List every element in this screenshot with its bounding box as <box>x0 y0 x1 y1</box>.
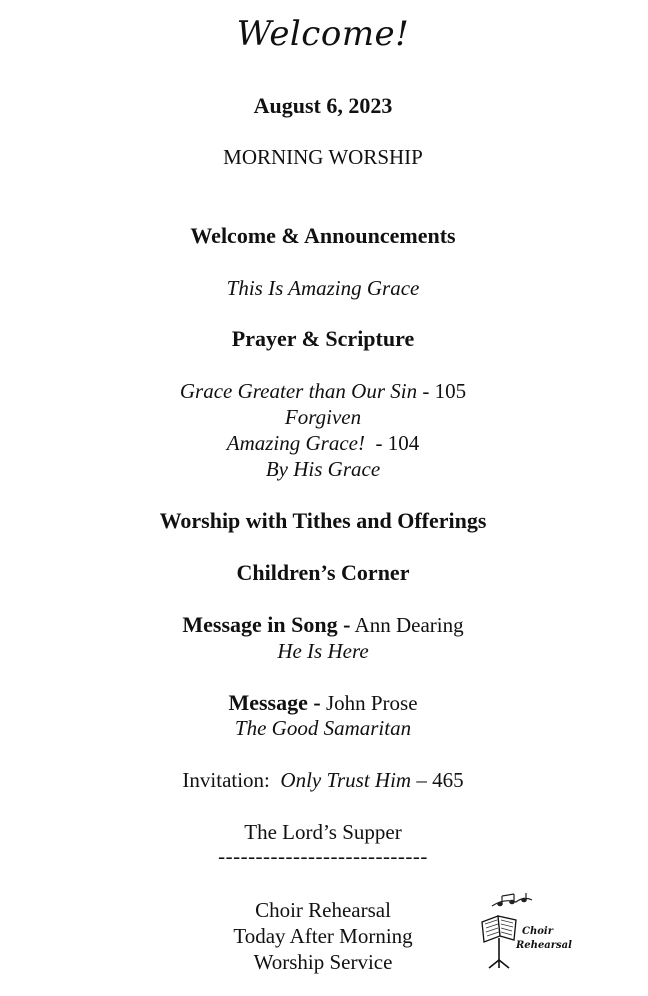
logo-text-choir: Choir <box>522 926 553 937</box>
song-by-his-grace: By His Grace <box>265 457 381 481</box>
choir-rehearsal-line-2: Today After Morning <box>233 924 413 948</box>
hymn-line-1 <box>0 378 646 404</box>
message-song-title: He Is Here <box>277 639 369 663</box>
message-line <box>0 690 646 716</box>
service-date: August 6, 2023 <box>253 93 393 118</box>
message-in-song-label: Message in Song - <box>182 612 351 637</box>
worship-offerings-heading: Worship with Tithes and Offerings <box>159 508 487 533</box>
welcome-announcements-heading: Welcome & Announcements <box>190 223 456 248</box>
invitation-title: Only Trust Him <box>280 768 412 792</box>
hymn-2-title: Amazing Grace! <box>226 431 365 455</box>
logo-text-rehearsal: Rehearsal <box>516 940 572 951</box>
divider: ---------------------------- <box>218 844 428 868</box>
music-stand-icon <box>474 892 574 970</box>
song-forgiven: Forgiven <box>284 405 362 429</box>
message-in-song-line <box>0 612 646 638</box>
page-title: Welcome! <box>236 14 410 54</box>
prayer-scripture-heading: Prayer & Scripture <box>231 326 415 351</box>
song-amazing-grace: This Is Amazing Grace <box>226 276 420 300</box>
invitation-label: Invitation: <box>182 768 281 792</box>
hymn-line-2 <box>0 430 646 456</box>
choir-rehearsal-line-1: Choir Rehearsal <box>255 898 391 922</box>
message-label: Message - <box>228 690 321 715</box>
childrens-corner-heading: Children’s Corner <box>236 560 410 585</box>
hymn-2-number: - 104 <box>364 431 420 455</box>
hymn-1-number: - 105 <box>417 379 467 403</box>
message-title: The Good Samaritan <box>234 716 412 740</box>
choir-rehearsal-logo <box>474 892 574 970</box>
message-speaker: John Prose <box>320 691 418 715</box>
lords-supper: The Lord’s Supper <box>244 820 402 844</box>
service-name: MORNING WORSHIP <box>223 145 423 169</box>
invitation-line <box>0 767 646 793</box>
invitation-number: – 465 <box>411 768 464 792</box>
hymn-1-title: Grace Greater than Our Sin <box>179 379 418 403</box>
message-in-song-singer: Ann Dearing <box>350 613 464 637</box>
choir-rehearsal-line-3: Worship Service <box>253 950 393 974</box>
